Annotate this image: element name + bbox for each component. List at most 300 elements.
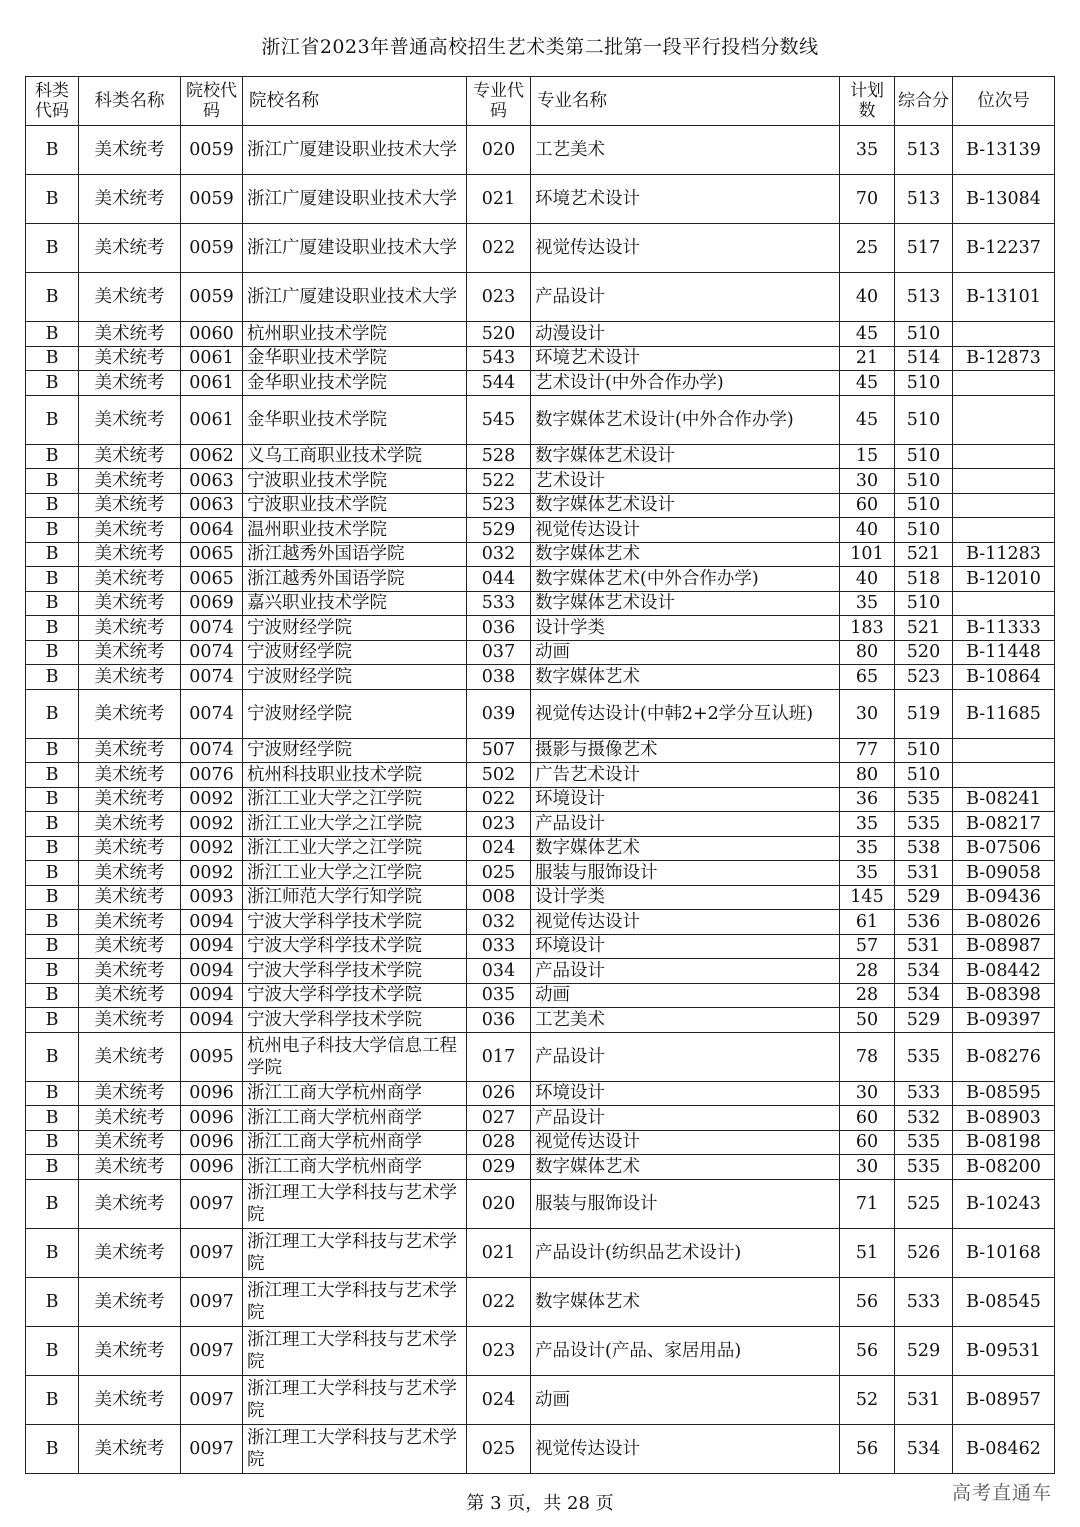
cell-rank: B-08200 xyxy=(953,1155,1055,1180)
cell-subject-code: B xyxy=(26,126,79,175)
cell-school-name: 浙江理工大学科技与艺术学院 xyxy=(243,1179,467,1228)
cell-major-name: 数字媒体艺术 xyxy=(531,1277,840,1326)
table-row xyxy=(26,1424,1055,1473)
header-subject-code: 科类代码 xyxy=(26,77,79,126)
cell-subject-code: B xyxy=(26,175,79,224)
cell-school-code: 0097 xyxy=(181,1424,243,1473)
cell-school-code: 0074 xyxy=(181,616,243,641)
table-header-row xyxy=(26,77,1055,126)
cell-plan: 30 xyxy=(840,469,895,494)
cell-score: 510 xyxy=(895,371,953,396)
cell-rank: B-09058 xyxy=(953,861,1055,886)
cell-subject-code: B xyxy=(26,983,79,1008)
cell-plan: 71 xyxy=(840,1179,895,1228)
cell-major-code: 020 xyxy=(467,1179,531,1228)
cell-rank: B-08595 xyxy=(953,1081,1055,1106)
cell-major-code: 023 xyxy=(467,1326,531,1375)
cell-subject-name: 美术统考 xyxy=(79,175,181,224)
cell-major-code: 036 xyxy=(467,616,531,641)
cell-major-code: 022 xyxy=(467,224,531,273)
cell-plan: 57 xyxy=(840,934,895,959)
cell-subject-name: 美术统考 xyxy=(79,1228,181,1277)
cell-rank: B-12010 xyxy=(953,567,1055,592)
cell-score: 535 xyxy=(895,1032,953,1081)
table-row xyxy=(26,175,1055,224)
cell-major-name: 动画 xyxy=(531,1375,840,1424)
cell-plan: 35 xyxy=(840,812,895,837)
cell-rank: B-09531 xyxy=(953,1326,1055,1375)
table-row xyxy=(26,126,1055,175)
cell-score: 531 xyxy=(895,1375,953,1424)
cell-score: 523 xyxy=(895,665,953,690)
table-row xyxy=(26,322,1055,347)
cell-plan: 45 xyxy=(840,322,895,347)
cell-subject-name: 美术统考 xyxy=(79,910,181,935)
table-row xyxy=(26,542,1055,567)
cell-subject-code: B xyxy=(26,1008,79,1033)
cell-subject-code: B xyxy=(26,959,79,984)
cell-school-code: 0097 xyxy=(181,1375,243,1424)
cell-major-code: 544 xyxy=(467,371,531,396)
cell-subject-name: 美术统考 xyxy=(79,1106,181,1131)
cell-school-name: 宁波大学科学技术学院 xyxy=(243,983,467,1008)
cell-major-code: 044 xyxy=(467,567,531,592)
cell-school-name: 宁波财经学院 xyxy=(243,738,467,763)
cell-subject-name: 美术统考 xyxy=(79,322,181,347)
cell-major-name: 视觉传达设计 xyxy=(531,518,840,543)
cell-school-name: 浙江工商大学杭州商学 xyxy=(243,1130,467,1155)
cell-subject-name: 美术统考 xyxy=(79,591,181,616)
cell-major-name: 环境艺术设计 xyxy=(531,175,840,224)
cell-major-name: 产品设计 xyxy=(531,959,840,984)
cell-school-name: 浙江广厦建设职业技术大学 xyxy=(243,126,467,175)
cell-subject-code: B xyxy=(26,910,79,935)
header-school-code: 院校代码 xyxy=(181,77,243,126)
cell-plan: 30 xyxy=(840,1155,895,1180)
table-row xyxy=(26,959,1055,984)
cell-subject-code: B xyxy=(26,591,79,616)
cell-major-name: 视觉传达设计 xyxy=(531,1130,840,1155)
cell-school-code: 0063 xyxy=(181,469,243,494)
cell-major-name: 数字媒体艺术设计 xyxy=(531,493,840,518)
cell-major-name: 数字媒体艺术(中外合作办学) xyxy=(531,567,840,592)
cell-score: 529 xyxy=(895,1008,953,1033)
cell-major-code: 032 xyxy=(467,910,531,935)
table-row xyxy=(26,836,1055,861)
cell-school-name: 浙江工商大学杭州商学 xyxy=(243,1081,467,1106)
cell-major-name: 工艺美术 xyxy=(531,1008,840,1033)
cell-major-code: 024 xyxy=(467,836,531,861)
table-row xyxy=(26,273,1055,322)
cell-score: 532 xyxy=(895,1106,953,1131)
cell-major-code: 008 xyxy=(467,885,531,910)
cell-school-name: 浙江工业大学之江学院 xyxy=(243,836,467,861)
cell-major-name: 产品设计 xyxy=(531,812,840,837)
cell-major-name: 产品设计(纺织品艺术设计) xyxy=(531,1228,840,1277)
cell-school-code: 0059 xyxy=(181,175,243,224)
cell-subject-name: 美术统考 xyxy=(79,518,181,543)
cell-subject-name: 美术统考 xyxy=(79,787,181,812)
cell-subject-name: 美术统考 xyxy=(79,1375,181,1424)
cell-major-name: 视觉传达设计 xyxy=(531,224,840,273)
cell-school-name: 宁波职业技术学院 xyxy=(243,493,467,518)
cell-school-name: 嘉兴职业技术学院 xyxy=(243,591,467,616)
cell-plan: 36 xyxy=(840,787,895,812)
cell-plan: 183 xyxy=(840,616,895,641)
table-row xyxy=(26,444,1055,469)
cell-score: 510 xyxy=(895,322,953,347)
cell-school-code: 0065 xyxy=(181,542,243,567)
header-score: 综合分 xyxy=(895,77,953,126)
cell-score: 510 xyxy=(895,763,953,788)
cell-school-code: 0074 xyxy=(181,738,243,763)
table-row xyxy=(26,861,1055,886)
cell-plan: 35 xyxy=(840,836,895,861)
table-body xyxy=(26,126,1055,1474)
cell-subject-code: B xyxy=(26,1130,79,1155)
table-row xyxy=(26,910,1055,935)
cell-subject-code: B xyxy=(26,346,79,371)
cell-subject-name: 美术统考 xyxy=(79,959,181,984)
cell-subject-code: B xyxy=(26,1155,79,1180)
cell-major-code: 039 xyxy=(467,689,531,738)
table-row xyxy=(26,1130,1055,1155)
cell-score: 534 xyxy=(895,983,953,1008)
cell-rank: B-10864 xyxy=(953,665,1055,690)
cell-subject-code: B xyxy=(26,395,79,444)
cell-major-code: 035 xyxy=(467,983,531,1008)
cell-subject-code: B xyxy=(26,1424,79,1473)
cell-plan: 70 xyxy=(840,175,895,224)
cell-score: 521 xyxy=(895,542,953,567)
cell-major-name: 数字媒体艺术设计 xyxy=(531,444,840,469)
cell-subject-name: 美术统考 xyxy=(79,1032,181,1081)
cell-rank xyxy=(953,395,1055,444)
cell-plan: 60 xyxy=(840,1130,895,1155)
cell-major-code: 028 xyxy=(467,1130,531,1155)
cell-subject-code: B xyxy=(26,1228,79,1277)
score-table xyxy=(25,76,1055,1474)
cell-school-code: 0096 xyxy=(181,1081,243,1106)
cell-school-code: 0059 xyxy=(181,273,243,322)
cell-major-name: 设计学类 xyxy=(531,885,840,910)
cell-subject-name: 美术统考 xyxy=(79,1277,181,1326)
cell-plan: 35 xyxy=(840,126,895,175)
cell-school-code: 0064 xyxy=(181,518,243,543)
cell-subject-code: B xyxy=(26,518,79,543)
cell-subject-name: 美术统考 xyxy=(79,1081,181,1106)
cell-plan: 40 xyxy=(840,567,895,592)
cell-subject-name: 美术统考 xyxy=(79,469,181,494)
cell-school-name: 浙江广厦建设职业技术大学 xyxy=(243,175,467,224)
cell-major-name: 服装与服饰设计 xyxy=(531,1179,840,1228)
cell-score: 510 xyxy=(895,444,953,469)
cell-rank: B-08241 xyxy=(953,787,1055,812)
cell-school-name: 金华职业技术学院 xyxy=(243,371,467,396)
cell-school-code: 0096 xyxy=(181,1130,243,1155)
table-row xyxy=(26,763,1055,788)
cell-plan: 35 xyxy=(840,861,895,886)
cell-major-name: 产品设计(产品、家居用品) xyxy=(531,1326,840,1375)
cell-rank: B-08957 xyxy=(953,1375,1055,1424)
cell-subject-name: 美术统考 xyxy=(79,983,181,1008)
table-row xyxy=(26,1155,1055,1180)
cell-school-code: 0069 xyxy=(181,591,243,616)
cell-school-name: 浙江工商大学杭州商学 xyxy=(243,1106,467,1131)
cell-school-name: 金华职业技术学院 xyxy=(243,346,467,371)
cell-plan: 30 xyxy=(840,689,895,738)
cell-rank: B-08462 xyxy=(953,1424,1055,1473)
table-row xyxy=(26,983,1055,1008)
cell-school-name: 宁波大学科学技术学院 xyxy=(243,910,467,935)
table-row xyxy=(26,224,1055,273)
cell-subject-code: B xyxy=(26,787,79,812)
table-row xyxy=(26,787,1055,812)
cell-subject-name: 美术统考 xyxy=(79,346,181,371)
cell-major-name: 产品设计 xyxy=(531,273,840,322)
cell-plan: 40 xyxy=(840,518,895,543)
cell-score: 535 xyxy=(895,1155,953,1180)
cell-subject-name: 美术统考 xyxy=(79,640,181,665)
cell-score: 534 xyxy=(895,1424,953,1473)
cell-subject-code: B xyxy=(26,444,79,469)
cell-rank: B-11448 xyxy=(953,640,1055,665)
table-row xyxy=(26,1228,1055,1277)
cell-rank: B-08217 xyxy=(953,812,1055,837)
cell-school-name: 浙江工业大学之江学院 xyxy=(243,861,467,886)
cell-major-name: 环境设计 xyxy=(531,787,840,812)
cell-subject-code: B xyxy=(26,934,79,959)
cell-school-code: 0092 xyxy=(181,861,243,886)
cell-major-name: 动画 xyxy=(531,983,840,1008)
cell-rank: B-08545 xyxy=(953,1277,1055,1326)
cell-subject-name: 美术统考 xyxy=(79,934,181,959)
cell-school-code: 0097 xyxy=(181,1179,243,1228)
cell-school-code: 0094 xyxy=(181,959,243,984)
cell-subject-name: 美术统考 xyxy=(79,493,181,518)
cell-school-code: 0096 xyxy=(181,1155,243,1180)
table-row xyxy=(26,567,1055,592)
cell-major-code: 528 xyxy=(467,444,531,469)
cell-major-code: 017 xyxy=(467,1032,531,1081)
cell-subject-name: 美术统考 xyxy=(79,1155,181,1180)
cell-subject-code: B xyxy=(26,1179,79,1228)
cell-score: 517 xyxy=(895,224,953,273)
cell-school-code: 0061 xyxy=(181,346,243,371)
cell-plan: 80 xyxy=(840,640,895,665)
cell-major-code: 024 xyxy=(467,1375,531,1424)
cell-plan: 50 xyxy=(840,1008,895,1033)
cell-school-code: 0094 xyxy=(181,934,243,959)
cell-subject-code: B xyxy=(26,542,79,567)
cell-subject-name: 美术统考 xyxy=(79,812,181,837)
cell-school-code: 0074 xyxy=(181,640,243,665)
cell-score: 534 xyxy=(895,959,953,984)
cell-school-name: 浙江理工大学科技与艺术学院 xyxy=(243,1326,467,1375)
cell-subject-code: B xyxy=(26,322,79,347)
cell-rank: B-11685 xyxy=(953,689,1055,738)
cell-major-code: 545 xyxy=(467,395,531,444)
table-row xyxy=(26,493,1055,518)
table-row xyxy=(26,616,1055,641)
cell-school-code: 0097 xyxy=(181,1326,243,1375)
page-title: 浙江省2023年普通高校招生艺术类第二批第一段平行投档分数线 xyxy=(261,36,819,58)
cell-subject-name: 美术统考 xyxy=(79,616,181,641)
cell-subject-name: 美术统考 xyxy=(79,273,181,322)
cell-subject-code: B xyxy=(26,371,79,396)
cell-rank xyxy=(953,469,1055,494)
table-row xyxy=(26,689,1055,738)
cell-plan: 28 xyxy=(840,959,895,984)
cell-major-code: 529 xyxy=(467,518,531,543)
cell-school-name: 金华职业技术学院 xyxy=(243,395,467,444)
cell-subject-code: B xyxy=(26,812,79,837)
cell-subject-code: B xyxy=(26,616,79,641)
cell-rank: B-07506 xyxy=(953,836,1055,861)
cell-score: 513 xyxy=(895,175,953,224)
table-row xyxy=(26,591,1055,616)
cell-rank: B-12237 xyxy=(953,224,1055,273)
cell-school-name: 杭州职业技术学院 xyxy=(243,322,467,347)
cell-plan: 51 xyxy=(840,1228,895,1277)
cell-major-name: 艺术设计(中外合作办学) xyxy=(531,371,840,396)
cell-subject-name: 美术统考 xyxy=(79,1326,181,1375)
cell-subject-code: B xyxy=(26,885,79,910)
cell-subject-name: 美术统考 xyxy=(79,1008,181,1033)
table-row xyxy=(26,1106,1055,1131)
cell-score: 535 xyxy=(895,787,953,812)
cell-rank: B-10243 xyxy=(953,1179,1055,1228)
cell-major-code: 022 xyxy=(467,787,531,812)
cell-school-name: 义乌工商职业技术学院 xyxy=(243,444,467,469)
cell-score: 510 xyxy=(895,591,953,616)
header-school-name: 院校名称 xyxy=(243,77,467,126)
cell-subject-code: B xyxy=(26,224,79,273)
cell-subject-code: B xyxy=(26,861,79,886)
cell-score: 538 xyxy=(895,836,953,861)
cell-major-name: 数字媒体艺术 xyxy=(531,1155,840,1180)
cell-subject-code: B xyxy=(26,273,79,322)
page-footer: 第 3 页，共 28 页 xyxy=(466,1493,614,1514)
cell-rank xyxy=(953,763,1055,788)
cell-major-code: 020 xyxy=(467,126,531,175)
watermark-text: 高考直通车 xyxy=(951,1482,1052,1504)
table-row xyxy=(26,1008,1055,1033)
cell-major-name: 产品设计 xyxy=(531,1032,840,1081)
cell-rank: B-08987 xyxy=(953,934,1055,959)
cell-score: 531 xyxy=(895,934,953,959)
cell-school-name: 宁波大学科学技术学院 xyxy=(243,1008,467,1033)
cell-school-name: 杭州电子科技大学信息工程学院 xyxy=(243,1032,467,1081)
cell-school-name: 浙江工商大学杭州商学 xyxy=(243,1155,467,1180)
table-row xyxy=(26,1375,1055,1424)
cell-school-code: 0065 xyxy=(181,567,243,592)
cell-subject-name: 美术统考 xyxy=(79,371,181,396)
cell-school-code: 0097 xyxy=(181,1277,243,1326)
cell-score: 513 xyxy=(895,126,953,175)
cell-subject-name: 美术统考 xyxy=(79,763,181,788)
cell-subject-name: 美术统考 xyxy=(79,738,181,763)
cell-major-code: 023 xyxy=(467,812,531,837)
cell-plan: 61 xyxy=(840,910,895,935)
cell-rank: B-08398 xyxy=(953,983,1055,1008)
cell-score: 529 xyxy=(895,885,953,910)
cell-rank xyxy=(953,444,1055,469)
cell-major-name: 数字媒体艺术 xyxy=(531,542,840,567)
cell-score: 514 xyxy=(895,346,953,371)
cell-rank xyxy=(953,591,1055,616)
cell-subject-code: B xyxy=(26,469,79,494)
table-row xyxy=(26,1179,1055,1228)
cell-subject-name: 美术统考 xyxy=(79,567,181,592)
cell-major-code: 033 xyxy=(467,934,531,959)
cell-school-code: 0062 xyxy=(181,444,243,469)
cell-major-name: 数字媒体艺术 xyxy=(531,665,840,690)
table-row xyxy=(26,665,1055,690)
cell-school-name: 浙江工业大学之江学院 xyxy=(243,787,467,812)
cell-rank: B-10168 xyxy=(953,1228,1055,1277)
cell-rank: B-13084 xyxy=(953,175,1055,224)
cell-school-code: 0097 xyxy=(181,1228,243,1277)
cell-rank: B-11333 xyxy=(953,616,1055,641)
cell-major-code: 543 xyxy=(467,346,531,371)
cell-rank: B-08198 xyxy=(953,1130,1055,1155)
cell-plan: 77 xyxy=(840,738,895,763)
cell-major-code: 021 xyxy=(467,175,531,224)
cell-major-code: 523 xyxy=(467,493,531,518)
cell-subject-code: B xyxy=(26,689,79,738)
cell-school-name: 宁波财经学院 xyxy=(243,689,467,738)
cell-score: 510 xyxy=(895,738,953,763)
cell-score: 525 xyxy=(895,1179,953,1228)
cell-plan: 40 xyxy=(840,273,895,322)
cell-major-code: 026 xyxy=(467,1081,531,1106)
cell-subject-name: 美术统考 xyxy=(79,542,181,567)
cell-rank xyxy=(953,493,1055,518)
cell-subject-code: B xyxy=(26,763,79,788)
cell-major-name: 环境设计 xyxy=(531,934,840,959)
cell-major-code: 027 xyxy=(467,1106,531,1131)
cell-major-name: 广告艺术设计 xyxy=(531,763,840,788)
cell-rank: B-09436 xyxy=(953,885,1055,910)
header-major-name: 专业名称 xyxy=(531,77,840,126)
cell-school-code: 0092 xyxy=(181,836,243,861)
cell-rank xyxy=(953,371,1055,396)
cell-school-code: 0061 xyxy=(181,371,243,396)
cell-school-code: 0094 xyxy=(181,1008,243,1033)
cell-major-code: 025 xyxy=(467,861,531,886)
cell-score: 521 xyxy=(895,616,953,641)
cell-plan: 65 xyxy=(840,665,895,690)
cell-plan: 80 xyxy=(840,763,895,788)
table-row xyxy=(26,346,1055,371)
cell-school-code: 0095 xyxy=(181,1032,243,1081)
cell-school-name: 浙江广厦建设职业技术大学 xyxy=(243,273,467,322)
cell-school-code: 0060 xyxy=(181,322,243,347)
cell-school-name: 浙江理工大学科技与艺术学院 xyxy=(243,1424,467,1473)
header-subject-name: 科类名称 xyxy=(79,77,181,126)
cell-school-code: 0093 xyxy=(181,885,243,910)
cell-plan: 52 xyxy=(840,1375,895,1424)
cell-subject-code: B xyxy=(26,493,79,518)
cell-major-code: 522 xyxy=(467,469,531,494)
table-row xyxy=(26,934,1055,959)
cell-major-name: 视觉传达设计 xyxy=(531,1424,840,1473)
cell-rank xyxy=(953,738,1055,763)
cell-subject-code: B xyxy=(26,1032,79,1081)
cell-subject-name: 美术统考 xyxy=(79,126,181,175)
cell-major-name: 数字媒体艺术设计 xyxy=(531,591,840,616)
